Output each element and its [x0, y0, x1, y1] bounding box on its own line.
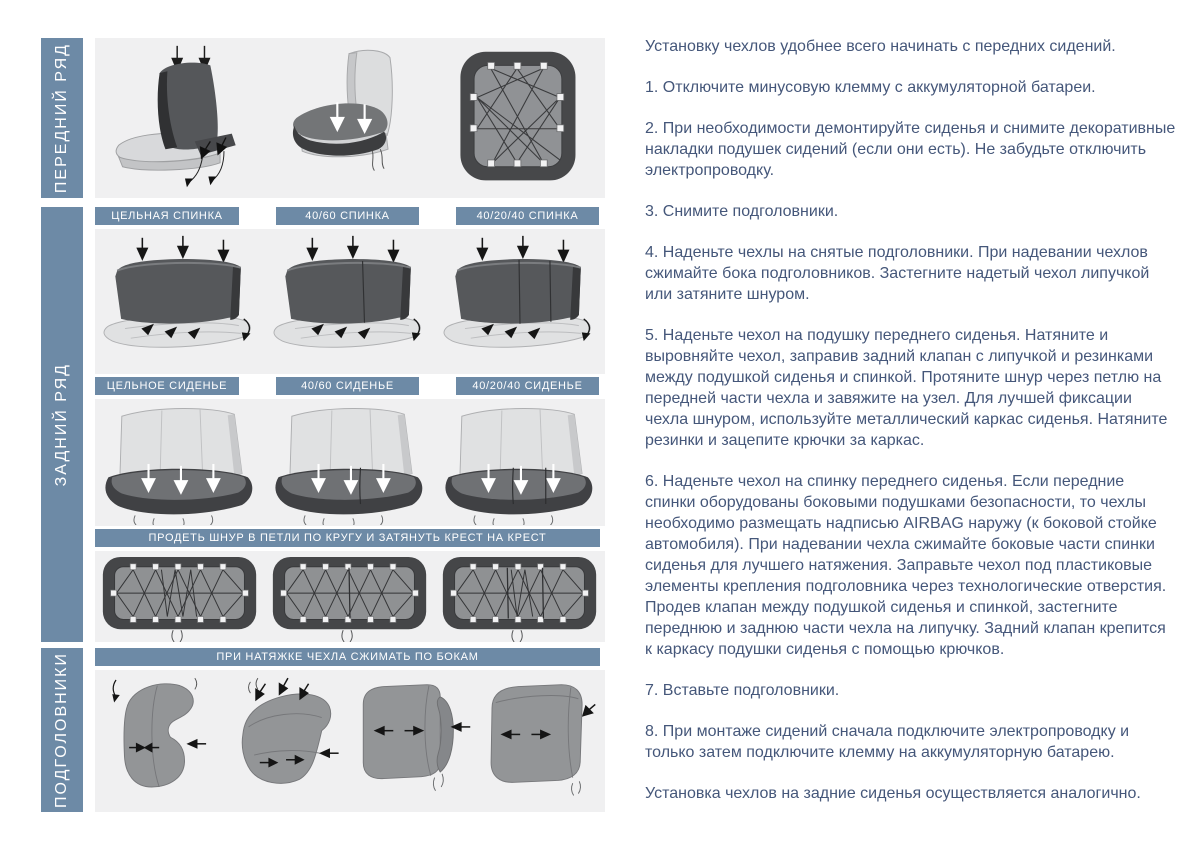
instruction-step-5: 5. Наденьте чехол на подушку переднего сиденья. Натяните и выровняйте чехол, заправив задний клапан с липучкой и резинками между подушкой сиденья и спинкой. Протяните шнур через петлю на передней части чехла и завяжите на узел. Для лучшей фиксации чехла шнуром, используйте металлический каркас сиденья. Натяните резинки и зацепите крючки за каркас. [645, 327, 1168, 449]
instructions-intro: Установку чехлов удобнее всего начинать с передних сидений. [645, 38, 1116, 55]
bench-seat-4060-illustration [266, 401, 434, 525]
lacing-4060-illustration [267, 552, 433, 642]
label-402040-back: 40/20/40 СПИНКА [456, 207, 599, 225]
bench-seat-402040-illustration [436, 401, 604, 525]
front-back-panel-lacing-illustration [433, 40, 599, 196]
label-solid-seat: ЦЕЛЬНОЕ СИДЕНЬЕ [95, 377, 239, 395]
rear-seats-panel [95, 399, 605, 526]
sidebar-headrests-bar [41, 648, 83, 812]
sidebar-front-row-bar [41, 38, 83, 198]
headrest-cover-pulling-illustration [226, 674, 348, 808]
instruction-step-2: 2. При необходимости демонтируйте сиденья и снимите декоративные накладки подушек сидений (если они есть). Не забудьте отключить электропроводку. [645, 120, 1176, 179]
instruction-step-7: 7. Вставьте подголовники. [645, 682, 840, 699]
headrests-panel [95, 670, 605, 812]
bench-back-402040-illustration [436, 232, 604, 372]
instruction-step-3: 3. Снимите подголовники. [645, 203, 839, 220]
front-seat-cushion-cover-illustration [267, 40, 433, 196]
sidebar-front-row-label: ПЕРЕДНИЙ РЯД [53, 42, 70, 194]
instruction-step-8: 8. При монтаже сидений сначала подключите электропроводку и только затем подключите клемму на аккумуляторную батарею. [645, 723, 1130, 761]
lacing-402040-illustration [437, 552, 603, 642]
headrest-box-illustration [477, 674, 599, 808]
sidebar-headrests-label: ПОДГОЛОВНИКИ [53, 652, 70, 808]
rear-lacing-panel [95, 551, 605, 642]
label-4060-seat: 40/60 СИДЕНЬЕ [276, 377, 419, 395]
headrest-cylinder-illustration [352, 674, 474, 808]
instructions-outro: Установка чехлов на задние сиденья осуществляется аналогично. [645, 785, 1141, 802]
lace-banner: ПРОДЕТЬ ШНУР В ПЕТЛИ ПО КРУГУ И ЗАТЯНУТЬ КРЕСТ НА КРЕСТ [95, 529, 600, 547]
instruction-step-4: 4. Наденьте чехлы на снятые подголовники. При надевании чехлов сжимайте бока подголовников. Застегните надетый чехол липучкой или затяните шнуром. [645, 244, 1150, 303]
label-solid-back: ЦЕЛЬНАЯ СПИНКА [95, 207, 239, 225]
lacing-solid-illustration [97, 552, 263, 642]
rear-backs-panel [95, 229, 605, 374]
bench-seat-solid-illustration [96, 401, 264, 525]
headrest-banner: ПРИ НАТЯЖКЕ ЧЕХЛА СЖИМАТЬ ПО БОКАМ [95, 648, 600, 666]
instructions-column [645, 36, 1177, 824]
sidebar-rear-row-bar [41, 207, 83, 642]
instruction-step-6: 6. Наденьте чехол на спинку переднего сиденья. Если передние спинки оборудованы боковыми подушками безопасности, то чехлы необходимо размещать надписью AIRBAG наружу (к боковой стойке автомобиля). При надевании чехла сжимайте боковые части спинки сиденья для лучшего натяжения. Заправьте чехол под пластиковые элементы крепления подголовника через технологические отверстия. Продев клапан между подушкой сиденья и спинкой, застегните переднюю и заднюю части чехла на липучку. Задний клапан крепится к каркасу подушки сиденья с помощью крючков. [645, 473, 1167, 658]
instruction-step-1: 1. Отключите минусовую клемму с аккумуляторной батареи. [645, 79, 1096, 96]
sidebar-rear-row-label: ЗАДНИЙ РЯД [53, 362, 70, 487]
bench-back-4060-illustration [266, 232, 434, 372]
label-402040-seat: 40/20/40 СИДЕНЬЕ [456, 377, 599, 395]
front-seat-back-cover-illustration [101, 40, 267, 196]
bench-back-solid-illustration [96, 232, 264, 372]
label-4060-back: 40/60 СПИНКА [276, 207, 419, 225]
headrest-cover-open-illustration [101, 674, 223, 808]
front-row-panel [95, 38, 605, 198]
